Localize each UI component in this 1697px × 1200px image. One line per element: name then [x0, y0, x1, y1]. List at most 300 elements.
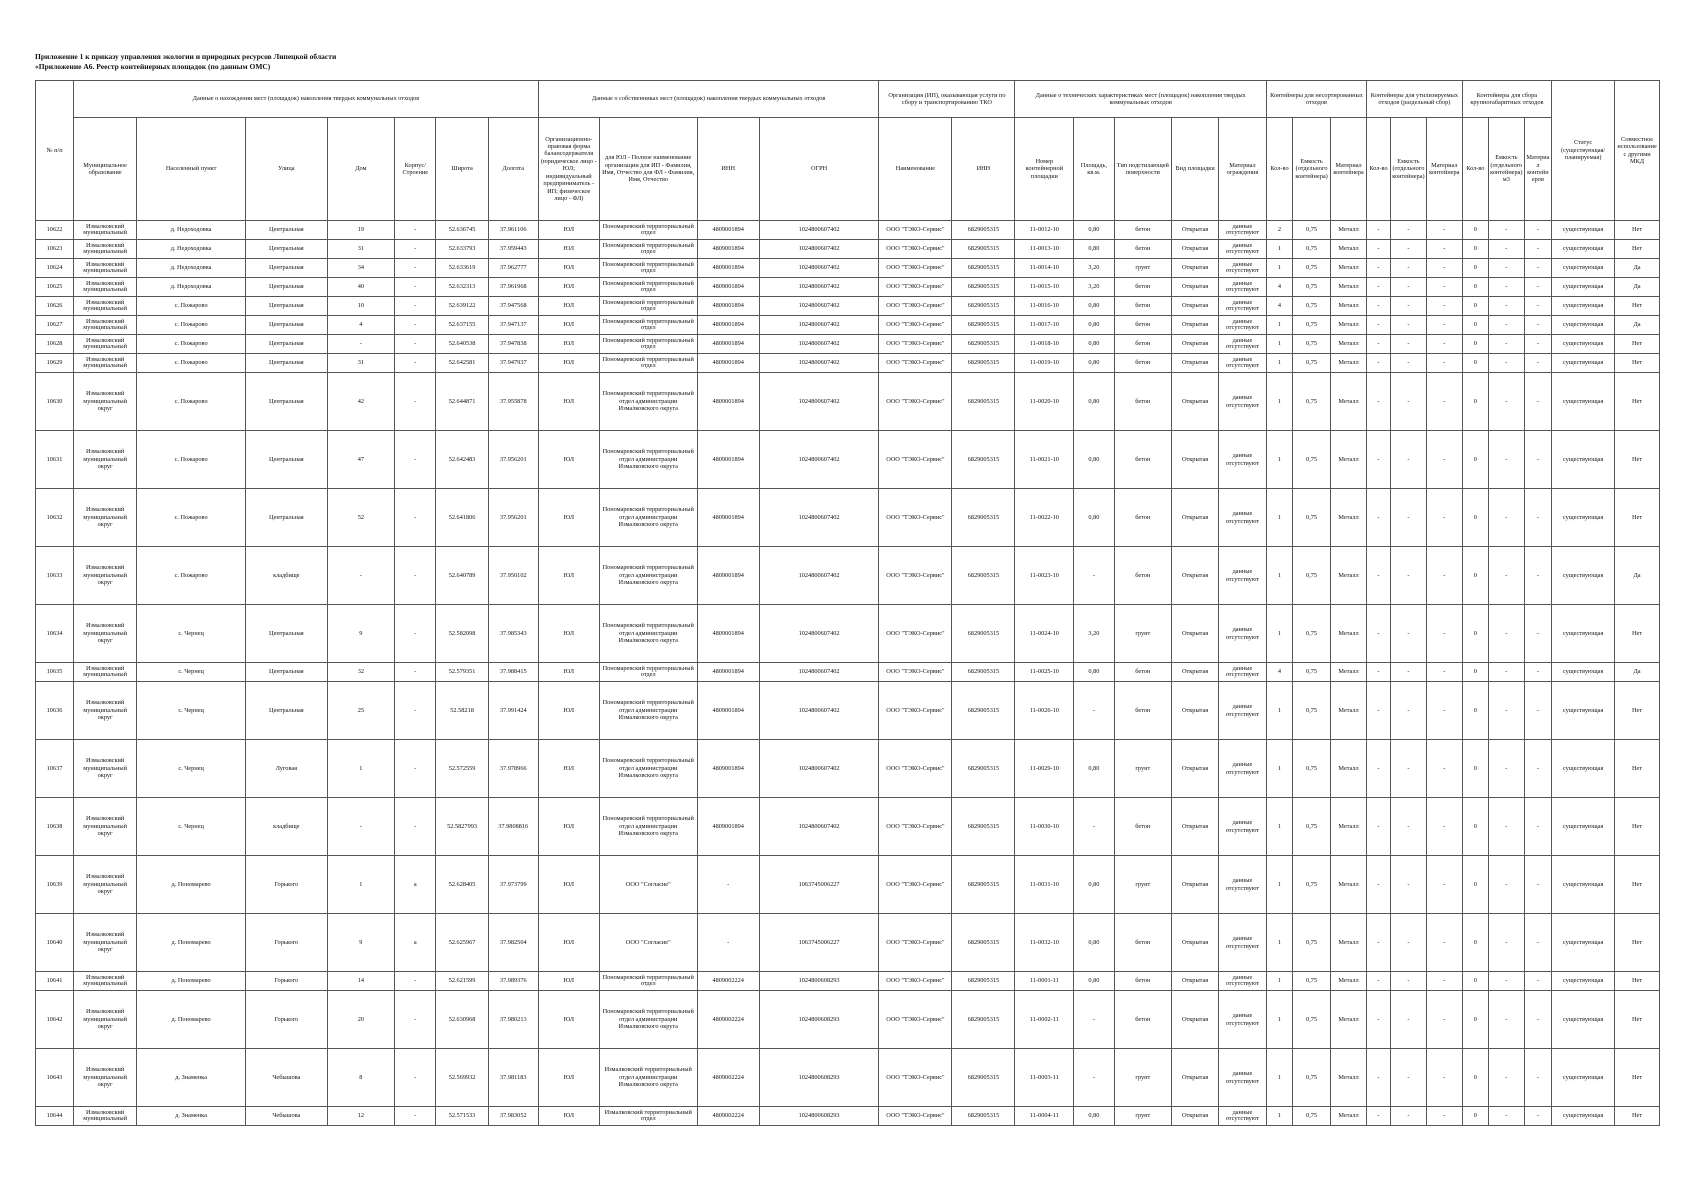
- table-row: [36, 991, 1660, 1049]
- cell-status: существующая: [1552, 221, 1615, 240]
- cell-lon: 37.991424: [488, 682, 538, 740]
- cell-street: Центральная: [246, 489, 328, 547]
- cell-shared: Нет: [1615, 798, 1660, 856]
- cell-q2: -: [1367, 354, 1391, 373]
- cell-inn: 4809001894: [697, 240, 759, 259]
- cell-shared: Да: [1615, 547, 1660, 605]
- cell-lat: 52.633619: [436, 259, 488, 278]
- cell-lon: 37.9808816: [488, 798, 538, 856]
- cell-site: 11-0030-10: [1015, 798, 1074, 856]
- cell-inn: 4809001894: [697, 221, 759, 240]
- cell-ogrn: 1024800607402: [759, 798, 879, 856]
- cell-q3: 0: [1462, 335, 1488, 354]
- cell-q3: 0: [1462, 740, 1488, 798]
- cell-kind: Открытая: [1172, 798, 1219, 856]
- cell-ogrn: 1024800607402: [759, 547, 879, 605]
- cell-c2: -: [1390, 663, 1426, 682]
- cell-form: ЮЛ: [538, 354, 599, 373]
- cell-c3: -: [1488, 240, 1524, 259]
- cell-q2: -: [1367, 373, 1391, 431]
- cell-q2: -: [1367, 1049, 1391, 1107]
- cell-num: 10627: [36, 316, 74, 335]
- cell-area: 3,20: [1074, 259, 1114, 278]
- cell-owner: Пономаревский территориальный отдел: [599, 240, 697, 259]
- cell-surf: бетон: [1114, 972, 1172, 991]
- cell-lat: 52.58218: [436, 682, 488, 740]
- col-longitude: Долгота: [488, 118, 538, 221]
- cell-c3: -: [1488, 316, 1524, 335]
- cell-fence: данные отсутствуют: [1218, 489, 1266, 547]
- cell-shared: Нет: [1615, 335, 1660, 354]
- cell-mun: Измалковский муниципальный: [74, 1107, 137, 1126]
- cell-opinn: 6829005315: [952, 354, 1015, 373]
- cell-q2: -: [1367, 1107, 1391, 1126]
- cell-c1: 0,75: [1293, 240, 1331, 259]
- cell-house: 34: [327, 259, 394, 278]
- cell-opinn: 6829005315: [952, 335, 1015, 354]
- cell-fence: данные отсутствуют: [1218, 431, 1266, 489]
- table-header: [36, 81, 1660, 221]
- cell-c3: -: [1488, 297, 1524, 316]
- cell-bld: -: [395, 1107, 436, 1126]
- cell-c3: -: [1488, 605, 1524, 663]
- cell-c1: 0,75: [1293, 297, 1331, 316]
- cell-m3: -: [1524, 278, 1551, 297]
- cell-fence: данные отсутствуют: [1218, 856, 1266, 914]
- table-row: [36, 316, 1660, 335]
- cell-owner: Пономаревский территориальный отдел администрации Измалковского округа: [599, 605, 697, 663]
- cell-owner: Пономаревский территориальный отдел администрации Измалковского округа: [599, 740, 697, 798]
- cell-shared: Нет: [1615, 1107, 1660, 1126]
- col-site-type: Вид площадки: [1172, 118, 1219, 221]
- cell-shared: Нет: [1615, 682, 1660, 740]
- cell-q1: 1: [1266, 431, 1292, 489]
- cell-m2: -: [1426, 547, 1462, 605]
- cell-form: ЮЛ: [538, 240, 599, 259]
- cell-m2: -: [1426, 856, 1462, 914]
- cell-lon: 37.989376: [488, 972, 538, 991]
- cell-m2: -: [1426, 972, 1462, 991]
- table-row: [36, 221, 1660, 240]
- cell-c1: 0,75: [1293, 914, 1331, 972]
- cell-place: д. Недоходовка: [137, 240, 246, 259]
- cell-c1: 0,75: [1293, 663, 1331, 682]
- cell-street: Центральная: [246, 431, 328, 489]
- cell-site: 11-0002-11: [1015, 991, 1074, 1049]
- cell-lon: 37.962777: [488, 259, 538, 278]
- cell-house: 31: [327, 354, 394, 373]
- cell-m2: -: [1426, 373, 1462, 431]
- cell-c1: 0,75: [1293, 489, 1331, 547]
- col-fence: Материал ограждения: [1218, 118, 1266, 221]
- cell-lat: 52.572559: [436, 740, 488, 798]
- cell-fence: данные отсутствуют: [1218, 259, 1266, 278]
- cell-form: ЮЛ: [538, 682, 599, 740]
- cell-fence: данные отсутствуют: [1218, 972, 1266, 991]
- cell-lat: 52.642581: [436, 354, 488, 373]
- cell-m2: -: [1426, 991, 1462, 1049]
- cell-area: 0,80: [1074, 489, 1114, 547]
- cell-owner: Пономаревский территориальный отдел администрации Измалковского округа: [599, 373, 697, 431]
- cell-op: ООО "ТЭКО-Сервис": [879, 354, 952, 373]
- cell-ogrn: 1024800608293: [759, 991, 879, 1049]
- cell-q1: 1: [1266, 798, 1292, 856]
- cell-area: 0,80: [1074, 1107, 1114, 1126]
- cell-lon: 37.961106: [488, 221, 538, 240]
- cell-street: Центральная: [246, 373, 328, 431]
- cell-house: 47: [327, 431, 394, 489]
- cell-q3: 0: [1462, 316, 1488, 335]
- cell-op: ООО "ТЭКО-Сервис": [879, 547, 952, 605]
- cell-owner: Пономаревский территориальный отдел: [599, 221, 697, 240]
- cell-inn: 4809001894: [697, 373, 759, 431]
- cell-opinn: 6829005315: [952, 740, 1015, 798]
- cell-fence: данные отсутствуют: [1218, 547, 1266, 605]
- cell-status: существующая: [1552, 1107, 1615, 1126]
- cell-owner: Пономаревский территориальный отдел администрации Измалковского округа: [599, 431, 697, 489]
- cell-status: существующая: [1552, 316, 1615, 335]
- cell-fence: данные отсутствуют: [1218, 1049, 1266, 1107]
- cell-shared: Нет: [1615, 1049, 1660, 1107]
- cell-m1: Металл: [1331, 682, 1367, 740]
- cell-lon: 37.947568: [488, 297, 538, 316]
- cell-bld: -: [395, 259, 436, 278]
- cell-bld: -: [395, 278, 436, 297]
- cell-num: 10634: [36, 605, 74, 663]
- col-qty-3: Кол-во: [1462, 118, 1488, 221]
- cell-q2: -: [1367, 605, 1391, 663]
- cell-q2: -: [1367, 278, 1391, 297]
- cell-surf: грунт: [1114, 259, 1172, 278]
- cell-form: ЮЛ: [538, 856, 599, 914]
- cell-m1: Металл: [1331, 740, 1367, 798]
- cell-m3: -: [1524, 605, 1551, 663]
- cell-ogrn: 1024800607402: [759, 489, 879, 547]
- group-owners: Данные о собственниках мест (площадок) накопления твердых коммунальных отходов: [538, 81, 879, 118]
- cell-bld: -: [395, 663, 436, 682]
- cell-op: ООО "ТЭКО-Сервис": [879, 1107, 952, 1126]
- cell-mun: Измалковский муниципальный округ: [74, 740, 137, 798]
- cell-lon: 37.950102: [488, 547, 538, 605]
- cell-q3: 0: [1462, 373, 1488, 431]
- cell-m1: Металл: [1331, 991, 1367, 1049]
- cell-q3: 0: [1462, 489, 1488, 547]
- cell-q1: 4: [1266, 663, 1292, 682]
- cell-street: Центральная: [246, 682, 328, 740]
- cell-num: 10643: [36, 1049, 74, 1107]
- cell-opinn: 6829005315: [952, 297, 1015, 316]
- table-row: [36, 682, 1660, 740]
- cell-owner: Пономаревский территориальный отдел: [599, 297, 697, 316]
- cell-bld: -: [395, 335, 436, 354]
- cell-m2: -: [1426, 335, 1462, 354]
- cell-m1: Металл: [1331, 431, 1367, 489]
- cell-c3: -: [1488, 431, 1524, 489]
- cell-form: ЮЛ: [538, 798, 599, 856]
- group-location: Данные о нахождении мест (площадок) накопления твердых коммунальных отходов: [74, 81, 539, 118]
- cell-c1: 0,75: [1293, 740, 1331, 798]
- cell-form: ЮЛ: [538, 278, 599, 297]
- cell-c3: -: [1488, 991, 1524, 1049]
- cell-street: Центральная: [246, 297, 328, 316]
- cell-place: с. Пожарово: [137, 489, 246, 547]
- cell-opinn: 6829005315: [952, 1049, 1015, 1107]
- cell-place: с. Пожарово: [137, 316, 246, 335]
- cell-area: 0,80: [1074, 335, 1114, 354]
- cell-c2: -: [1390, 1107, 1426, 1126]
- cell-kind: Открытая: [1172, 240, 1219, 259]
- cell-q3: 0: [1462, 856, 1488, 914]
- cell-m3: -: [1524, 547, 1551, 605]
- cell-house: 52: [327, 489, 394, 547]
- cell-num: 10641: [36, 972, 74, 991]
- cell-num: 10639: [36, 856, 74, 914]
- cell-ogrn: 1024800607402: [759, 316, 879, 335]
- cell-status: существующая: [1552, 547, 1615, 605]
- cell-fence: данные отсутствуют: [1218, 605, 1266, 663]
- cell-form: ЮЛ: [538, 991, 599, 1049]
- cell-status: существующая: [1552, 335, 1615, 354]
- cell-form: ЮЛ: [538, 547, 599, 605]
- cell-area: 0,80: [1074, 856, 1114, 914]
- cell-fence: данные отсутствуют: [1218, 335, 1266, 354]
- cell-inn: 4809001894: [697, 335, 759, 354]
- cell-m1: Металл: [1331, 547, 1367, 605]
- cell-c3: -: [1488, 856, 1524, 914]
- cell-place: с. Чернец: [137, 663, 246, 682]
- cell-m1: Металл: [1331, 489, 1367, 547]
- cell-place: д. Недоходовка: [137, 259, 246, 278]
- cell-m2: -: [1426, 914, 1462, 972]
- cell-lat: 52.637155: [436, 316, 488, 335]
- cell-shared: Да: [1615, 278, 1660, 297]
- cell-form: ЮЛ: [538, 1107, 599, 1126]
- cell-site: 11-0001-11: [1015, 972, 1074, 991]
- cell-kind: Открытая: [1172, 663, 1219, 682]
- col-material-2: Материал контейнера: [1426, 118, 1462, 221]
- cell-lat: 52.625967: [436, 914, 488, 972]
- cell-c2: -: [1390, 682, 1426, 740]
- cell-q2: -: [1367, 663, 1391, 682]
- cell-m3: -: [1524, 991, 1551, 1049]
- table-row: [36, 431, 1660, 489]
- cell-c1: 0,75: [1293, 335, 1331, 354]
- cell-place: с. Чернец: [137, 798, 246, 856]
- cell-m1: Металл: [1331, 798, 1367, 856]
- table-row: [36, 914, 1660, 972]
- cell-c1: 0,75: [1293, 259, 1331, 278]
- cell-lon: 37.983052: [488, 1107, 538, 1126]
- cell-ogrn: 1063745006227: [759, 914, 879, 972]
- cell-street: Центральная: [246, 605, 328, 663]
- cell-street: Горького: [246, 991, 328, 1049]
- table-row: [36, 489, 1660, 547]
- cell-c2: -: [1390, 740, 1426, 798]
- cell-lon: 37.982504: [488, 914, 538, 972]
- cell-house: 31: [327, 240, 394, 259]
- cell-place: д. Знаменка: [137, 1107, 246, 1126]
- cell-q1: 1: [1266, 740, 1292, 798]
- cell-place: с. Пожарово: [137, 373, 246, 431]
- cell-q2: -: [1367, 991, 1391, 1049]
- cell-place: с. Пожарово: [137, 547, 246, 605]
- cell-form: ЮЛ: [538, 740, 599, 798]
- cell-surf: бетон: [1114, 547, 1172, 605]
- cell-lat: 52.5827993: [436, 798, 488, 856]
- cell-bld: а: [395, 914, 436, 972]
- cell-m1: Металл: [1331, 663, 1367, 682]
- cell-bld: -: [395, 297, 436, 316]
- col-building: Корпус/Строение: [395, 118, 436, 221]
- cell-lon: 37.956201: [488, 431, 538, 489]
- cell-status: существующая: [1552, 798, 1615, 856]
- title-line-1: Приложение 1 к приказу управления экологии и природных ресурсов Липецкой области: [35, 52, 337, 61]
- cell-c1: 0,75: [1293, 1049, 1331, 1107]
- cell-ogrn: 1063745006227: [759, 856, 879, 914]
- cell-shared: Нет: [1615, 373, 1660, 431]
- cell-kind: Открытая: [1172, 605, 1219, 663]
- col-surface: Тип подстилающей поверхности: [1114, 118, 1172, 221]
- cell-c2: -: [1390, 914, 1426, 972]
- col-shared: Совместное использование с другими МКД: [1615, 81, 1660, 221]
- cell-q1: 1: [1266, 856, 1292, 914]
- cell-place: с. Пожарово: [137, 354, 246, 373]
- cell-m1: Металл: [1331, 297, 1367, 316]
- cell-m3: -: [1524, 663, 1551, 682]
- cell-form: ЮЛ: [538, 221, 599, 240]
- cell-ogrn: 1024800607402: [759, 354, 879, 373]
- cell-fence: данные отсутствуют: [1218, 914, 1266, 972]
- cell-surf: бетон: [1114, 297, 1172, 316]
- cell-q2: -: [1367, 682, 1391, 740]
- cell-q3: 0: [1462, 259, 1488, 278]
- cell-house: -: [327, 547, 394, 605]
- cell-site: 11-0023-10: [1015, 547, 1074, 605]
- cell-status: существующая: [1552, 297, 1615, 316]
- cell-owner: ООО "Согласие": [599, 856, 697, 914]
- cell-c1: 0,75: [1293, 547, 1331, 605]
- cell-c2: -: [1390, 1049, 1426, 1107]
- cell-fence: данные отсутствуют: [1218, 240, 1266, 259]
- cell-op: ООО "ТЭКО-Сервис": [879, 991, 952, 1049]
- cell-m1: Металл: [1331, 335, 1367, 354]
- cell-op: ООО "ТЭКО-Сервис": [879, 914, 952, 972]
- cell-num: 10635: [36, 663, 74, 682]
- cell-lon: 37.956201: [488, 489, 538, 547]
- cell-surf: грунт: [1114, 740, 1172, 798]
- cell-c1: 0,75: [1293, 221, 1331, 240]
- cell-c2: -: [1390, 316, 1426, 335]
- cell-bld: а: [395, 856, 436, 914]
- cell-surf: бетон: [1114, 431, 1172, 489]
- cell-kind: Открытая: [1172, 431, 1219, 489]
- cell-ogrn: 1024800607402: [759, 682, 879, 740]
- cell-status: существующая: [1552, 856, 1615, 914]
- cell-lon: 37.947937: [488, 354, 538, 373]
- cell-street: Центральная: [246, 663, 328, 682]
- cell-street: Чебышова: [246, 1107, 328, 1126]
- cell-owner: Пономаревский территориальный отдел администрации Измалковского округа: [599, 682, 697, 740]
- cell-surf: бетон: [1114, 991, 1172, 1049]
- cell-site: 11-0020-10: [1015, 373, 1074, 431]
- cell-fence: данные отсутствуют: [1218, 991, 1266, 1049]
- col-num: № п/п: [36, 81, 74, 221]
- cell-surf: бетон: [1114, 489, 1172, 547]
- cell-site: 11-0015-10: [1015, 278, 1074, 297]
- cell-opinn: 6829005315: [952, 259, 1015, 278]
- cell-shared: Нет: [1615, 856, 1660, 914]
- cell-opinn: 6829005315: [952, 991, 1015, 1049]
- col-latitude: Широта: [436, 118, 488, 221]
- cell-c2: -: [1390, 798, 1426, 856]
- cell-kind: Открытая: [1172, 373, 1219, 431]
- cell-house: 42: [327, 373, 394, 431]
- cell-q1: 1: [1266, 1049, 1292, 1107]
- cell-area: 3,20: [1074, 605, 1114, 663]
- cell-owner: Пономаревский территориальный отдел администрации Измалковского округа: [599, 547, 697, 605]
- cell-c2: -: [1390, 605, 1426, 663]
- cell-inn: 4809001894: [697, 547, 759, 605]
- cell-shared: Нет: [1615, 297, 1660, 316]
- table-row: [36, 972, 1660, 991]
- cell-area: -: [1074, 547, 1114, 605]
- cell-c2: -: [1390, 335, 1426, 354]
- cell-site: 11-0031-10: [1015, 856, 1074, 914]
- cell-m2: -: [1426, 316, 1462, 335]
- cell-op: ООО "ТЭКО-Сервис": [879, 798, 952, 856]
- cell-ogrn: 1024800608293: [759, 1107, 879, 1126]
- cell-lat: 52.636745: [436, 221, 488, 240]
- cell-q1: 1: [1266, 489, 1292, 547]
- col-site-number: Номер контейнерной площадки: [1015, 118, 1074, 221]
- cell-street: кладбище: [246, 798, 328, 856]
- cell-mun: Измалковский муниципальный: [74, 259, 137, 278]
- cell-surf: бетон: [1114, 798, 1172, 856]
- cell-m3: -: [1524, 914, 1551, 972]
- table-row: [36, 297, 1660, 316]
- cell-c2: -: [1390, 972, 1426, 991]
- cell-num: 10632: [36, 489, 74, 547]
- cell-m1: Металл: [1331, 316, 1367, 335]
- cell-m1: Металл: [1331, 972, 1367, 991]
- cell-c1: 0,75: [1293, 278, 1331, 297]
- cell-status: существующая: [1552, 972, 1615, 991]
- cell-shared: Нет: [1615, 605, 1660, 663]
- cell-shared: Нет: [1615, 740, 1660, 798]
- cell-mun: Измалковский муниципальный: [74, 663, 137, 682]
- cell-c3: -: [1488, 682, 1524, 740]
- cell-mun: Измалковский муниципальный округ: [74, 856, 137, 914]
- cell-c3: -: [1488, 373, 1524, 431]
- cell-area: 0,80: [1074, 373, 1114, 431]
- cell-place: д. Недоходовка: [137, 278, 246, 297]
- cell-street: Центральная: [246, 240, 328, 259]
- cell-m1: Металл: [1331, 354, 1367, 373]
- cell-q3: 0: [1462, 1107, 1488, 1126]
- table-row: [36, 240, 1660, 259]
- cell-status: существующая: [1552, 489, 1615, 547]
- cell-m2: -: [1426, 1049, 1462, 1107]
- table-row: [36, 259, 1660, 278]
- cell-q2: -: [1367, 972, 1391, 991]
- cell-site: 11-0022-10: [1015, 489, 1074, 547]
- cell-fence: данные отсутствуют: [1218, 373, 1266, 431]
- cell-site: 11-0004-11: [1015, 1107, 1074, 1126]
- cell-kind: Открытая: [1172, 278, 1219, 297]
- cell-c3: -: [1488, 354, 1524, 373]
- cell-m3: -: [1524, 354, 1551, 373]
- cell-bld: -: [395, 547, 436, 605]
